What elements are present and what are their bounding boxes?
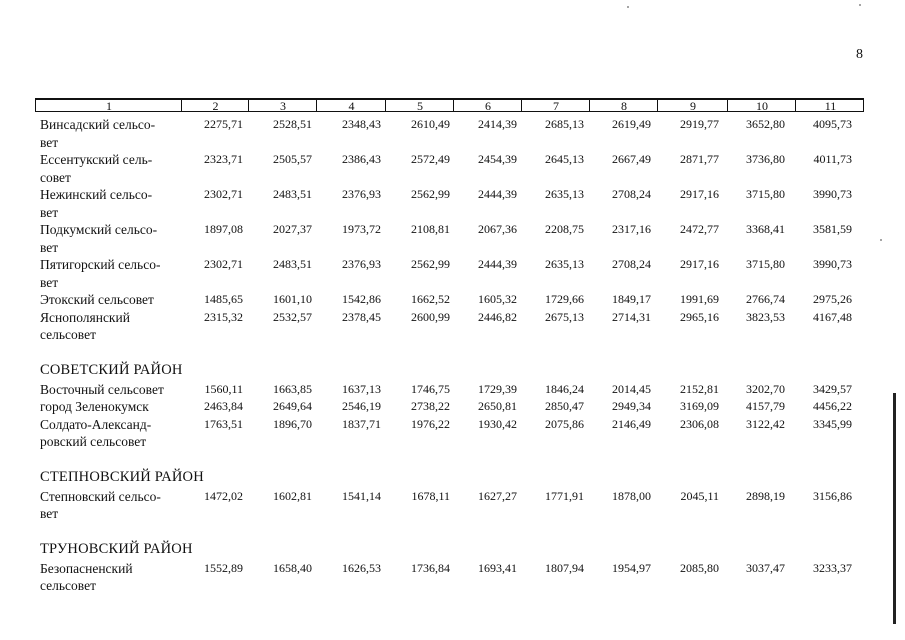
value-cell-col-3: 1602,81 (273, 488, 312, 503)
row-label-line: вет (40, 239, 59, 255)
value-cell-col-5: 2562,99 (411, 187, 450, 201)
value-cell-col-7: 1807,94 (545, 560, 584, 575)
section-title: СОВЕТСКИЙ РАЙОН (40, 361, 183, 378)
value-cell-col-7: 2685,13 (545, 117, 584, 131)
row-label-line: Степновский сельсо- (40, 488, 161, 504)
value-cell-col-2: 2315,32 (204, 309, 243, 324)
row-label (40, 221, 190, 256)
value-cell-col-2: 2323,71 (204, 152, 243, 166)
value-cell-col-6: 2650,81 (478, 399, 517, 413)
value-cell-col-9: 2871,77 (680, 152, 719, 166)
section-title: СТЕПНОВСКИЙ РАЙОН (40, 468, 204, 485)
value-cell-col-5: 1736,84 (411, 560, 450, 575)
row-label-line: вет (40, 506, 59, 521)
value-cell-col-10: 3037,47 (746, 560, 785, 575)
value-cell-col-3: 1601,10 (273, 292, 312, 306)
value-cell-col-7: 2645,13 (545, 152, 584, 166)
row-label (40, 560, 190, 595)
value-cell-col-9: 3169,09 (680, 399, 719, 413)
value-cell-col-2: 1897,08 (204, 222, 243, 236)
value-cell-col-3: 1663,85 (273, 381, 312, 396)
value-cell-col-11: 4011,73 (813, 152, 852, 166)
value-cell-col-6: 2444,39 (478, 187, 517, 201)
value-cell-col-9: 2152,81 (680, 381, 719, 396)
header-separator (795, 99, 796, 112)
row-label (40, 416, 190, 451)
row-label-line: Ессентукский сель- (40, 152, 153, 167)
value-cell-col-5: 2572,49 (411, 152, 450, 166)
value-cell-col-4: 2386,43 (342, 152, 381, 166)
header-separator (248, 99, 249, 112)
value-cell-col-8: 2667,49 (612, 152, 651, 166)
value-cell-col-10: 3715,80 (746, 187, 785, 201)
scan-edge-mark (893, 393, 896, 624)
value-cell-col-6: 1693,41 (478, 560, 517, 575)
row-label (40, 398, 190, 416)
row-label-line: Пятигорский сельсо- (40, 257, 161, 272)
row-label-line: сельсовет (40, 578, 96, 593)
value-cell-col-4: 2546,19 (342, 399, 381, 413)
row-label (40, 256, 190, 291)
value-cell-col-7: 1729,66 (545, 292, 584, 306)
value-cell-col-11: 2975,26 (813, 292, 852, 306)
value-cell-col-10: 3736,80 (746, 152, 785, 166)
value-cell-col-7: 2850,47 (545, 399, 584, 413)
header-col-11: 11 (824, 99, 837, 113)
row-label-line: Этокский сельсовет (40, 292, 154, 307)
value-cell-col-2: 1552,89 (204, 560, 243, 575)
row-label-line: Восточный сельсовет (40, 381, 164, 397)
value-cell-col-11: 4095,73 (813, 117, 852, 131)
row-label-line: вет (40, 134, 59, 150)
row-label-line: Солдато-Александ- (40, 416, 152, 432)
header-separator (453, 99, 454, 112)
value-cell-col-5: 1746,75 (411, 381, 450, 396)
value-cell-col-8: 2708,24 (612, 257, 651, 271)
value-cell-col-5: 1662,52 (411, 292, 450, 306)
value-cell-col-3: 2505,57 (273, 152, 312, 166)
value-cell-col-3: 2649,64 (273, 399, 312, 413)
value-cell-col-9: 2306,08 (680, 416, 719, 431)
value-cell-col-6: 2444,39 (478, 257, 517, 271)
header-separator (181, 99, 182, 112)
value-cell-col-9: 2085,80 (680, 560, 719, 575)
value-cell-col-8: 2146,49 (612, 416, 651, 431)
value-cell-col-9: 1991,69 (680, 292, 719, 306)
header-separator (589, 99, 590, 112)
value-cell-col-6: 2067,36 (478, 222, 517, 236)
value-cell-col-2: 1472,02 (204, 488, 243, 503)
row-label-line: ровский сельсовет (40, 434, 147, 449)
value-cell-col-7: 2675,13 (545, 309, 584, 324)
value-cell-col-9: 2917,16 (680, 187, 719, 201)
row-label (40, 116, 190, 151)
row-label-line: совет (40, 169, 71, 185)
row-label (40, 488, 190, 523)
value-cell-col-9: 2472,77 (680, 222, 719, 236)
value-cell-col-5: 1678,11 (411, 488, 450, 503)
value-cell-col-5: 1976,22 (411, 416, 450, 431)
value-cell-col-5: 2562,99 (411, 257, 450, 271)
row-label-line: Безопасненский (40, 560, 133, 576)
value-cell-col-11: 3990,73 (813, 187, 852, 201)
value-cell-col-9: 2965,16 (680, 309, 719, 324)
value-cell-col-7: 1771,91 (545, 488, 584, 503)
scan-dot (880, 239, 882, 241)
value-cell-col-10: 2766,74 (746, 292, 785, 306)
value-cell-col-2: 1485,65 (204, 292, 243, 306)
value-cell-col-3: 2483,51 (273, 187, 312, 201)
header-col-9: 9 (690, 99, 696, 113)
value-cell-col-2: 2463,84 (204, 399, 243, 413)
value-cell-col-8: 2014,45 (612, 381, 651, 396)
column-number-header (35, 98, 864, 112)
value-cell-col-3: 2483,51 (273, 257, 312, 271)
value-cell-col-8: 2317,16 (612, 222, 651, 236)
header-col-1: 1 (106, 99, 112, 113)
value-cell-col-11: 3156,86 (813, 488, 852, 503)
value-cell-col-7: 2635,13 (545, 257, 584, 271)
header-separator (316, 99, 317, 112)
scan-dot (859, 4, 861, 6)
row-label (40, 186, 190, 221)
value-cell-col-4: 1626,53 (342, 560, 381, 575)
value-cell-col-3: 2528,51 (273, 117, 312, 131)
value-cell-col-4: 1637,13 (342, 381, 381, 396)
value-cell-col-4: 2348,43 (342, 117, 381, 131)
row-label-line: город Зеленокумск (40, 399, 149, 414)
value-cell-col-11: 3990,73 (813, 257, 852, 271)
row-label (40, 381, 190, 399)
value-cell-col-3: 2027,37 (273, 222, 312, 236)
value-cell-col-6: 1627,27 (478, 488, 517, 503)
header-col-10: 10 (756, 99, 768, 113)
header-separator (385, 99, 386, 112)
row-label-line: вет (40, 204, 59, 220)
value-cell-col-8: 2708,24 (612, 187, 651, 201)
value-cell-col-4: 1837,71 (342, 416, 381, 431)
value-cell-col-4: 1541,14 (342, 488, 381, 503)
value-cell-col-3: 1896,70 (273, 416, 312, 431)
header-col-8: 8 (621, 99, 627, 113)
row-label-line: сельсовет (40, 327, 96, 342)
value-cell-col-3: 2532,57 (273, 309, 312, 324)
row-label-line: вет (40, 274, 59, 290)
section-title: ТРУНОВСКИЙ РАЙОН (40, 540, 193, 557)
value-cell-col-11: 3581,59 (813, 222, 852, 236)
value-cell-col-11: 3233,37 (813, 560, 852, 575)
value-cell-col-5: 2610,49 (411, 117, 450, 131)
value-cell-col-2: 1763,51 (204, 416, 243, 431)
value-cell-col-4: 2378,45 (342, 309, 381, 324)
value-cell-col-3: 1658,40 (273, 560, 312, 575)
value-cell-col-10: 3823,53 (746, 309, 785, 324)
value-cell-col-8: 1878,00 (612, 488, 651, 503)
value-cell-col-10: 3368,41 (746, 222, 785, 236)
header-separator (521, 99, 522, 112)
value-cell-col-2: 1560,11 (204, 381, 243, 396)
row-label (40, 309, 190, 344)
value-cell-col-5: 2738,22 (411, 399, 450, 413)
value-cell-col-10: 3715,80 (746, 257, 785, 271)
header-separator (657, 99, 658, 112)
value-cell-col-9: 2045,11 (680, 488, 719, 503)
header-col-7: 7 (553, 99, 559, 113)
header-col-6: 6 (485, 99, 491, 113)
value-cell-col-8: 2714,31 (612, 309, 651, 324)
value-cell-col-4: 1542,86 (342, 292, 381, 306)
value-cell-col-8: 1849,17 (612, 292, 651, 306)
value-cell-col-7: 2635,13 (545, 187, 584, 201)
header-col-2: 2 (212, 99, 219, 113)
value-cell-col-7: 2075,86 (545, 416, 584, 431)
row-label-line: Винсадский сельсо- (40, 117, 156, 132)
value-cell-col-11: 3429,57 (813, 381, 852, 396)
header-col-5: 5 (417, 99, 423, 113)
value-cell-col-7: 2208,75 (545, 222, 584, 236)
value-cell-col-11: 3345,99 (813, 416, 852, 431)
row-label (40, 151, 190, 186)
header-col-4: 4 (348, 99, 355, 113)
value-cell-col-4: 1973,72 (342, 222, 381, 236)
value-cell-col-8: 1954,97 (612, 560, 651, 575)
header-col-3: 3 (280, 99, 286, 113)
value-cell-col-4: 2376,93 (342, 257, 381, 271)
value-cell-col-6: 1930,42 (478, 416, 517, 431)
value-cell-col-11: 4167,48 (813, 309, 852, 324)
value-cell-col-6: 1729,39 (478, 381, 517, 396)
value-cell-col-8: 2949,34 (612, 399, 651, 413)
value-cell-col-6: 2454,39 (478, 152, 517, 166)
page-number: 8 (856, 47, 863, 62)
value-cell-col-2: 2275,71 (204, 117, 243, 131)
value-cell-col-10: 4157,79 (746, 399, 785, 413)
value-cell-col-9: 2919,77 (680, 117, 719, 131)
value-cell-col-2: 2302,71 (204, 187, 243, 201)
row-label-line: Нежинский сельсо- (40, 187, 153, 202)
value-cell-col-4: 2376,93 (342, 187, 381, 201)
value-cell-col-11: 4456,22 (813, 399, 852, 413)
value-cell-col-10: 3202,70 (746, 381, 785, 396)
value-cell-col-10: 3122,42 (746, 416, 785, 431)
value-cell-col-6: 1605,32 (478, 292, 517, 306)
header-separator (727, 99, 728, 112)
value-cell-col-7: 1846,24 (545, 381, 584, 396)
value-cell-col-6: 2446,82 (478, 309, 517, 324)
value-cell-col-10: 2898,19 (746, 488, 785, 503)
value-cell-col-10: 3652,80 (746, 117, 785, 131)
row-label-line: Подкумский сельсо- (40, 222, 158, 237)
row-label (40, 291, 190, 309)
value-cell-col-8: 2619,49 (612, 117, 651, 131)
value-cell-col-5: 2600,99 (411, 309, 450, 324)
value-cell-col-2: 2302,71 (204, 257, 243, 271)
row-label-line: Яснополянский (40, 309, 130, 325)
scan-dot (627, 6, 629, 8)
value-cell-col-6: 2414,39 (478, 117, 517, 131)
value-cell-col-9: 2917,16 (680, 257, 719, 271)
value-cell-col-5: 2108,81 (411, 222, 450, 236)
